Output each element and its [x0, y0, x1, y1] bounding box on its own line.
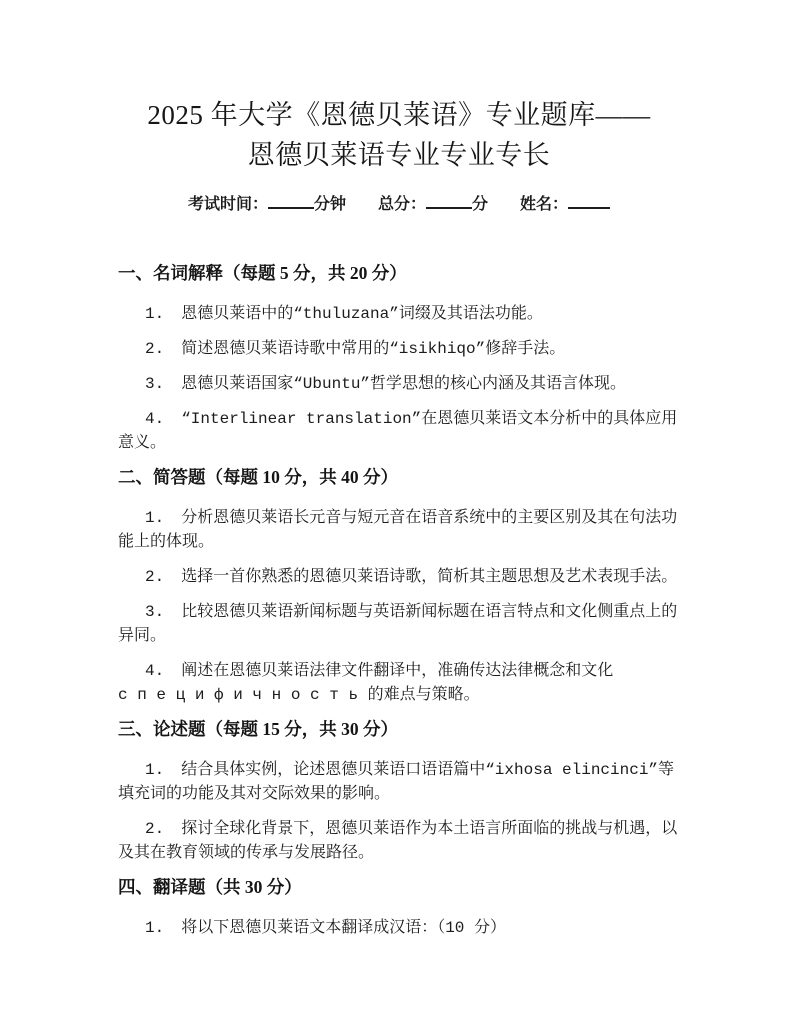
document-title: [118, 95, 680, 175]
question-text: 将以下恩德贝莱语文本翻译成汉语：（10 分）: [181, 919, 507, 938]
question-number: 1.: [145, 919, 165, 938]
exam-time-blank: [268, 192, 314, 209]
question-number: 4.: [145, 410, 165, 429]
section-heading: 四、翻译题（共 30 分）: [118, 877, 302, 898]
exam-info-row: [118, 192, 680, 215]
question-text: 选择一首你熟悉的恩德贝莱语诗歌，简析其主题思想及艺术表现手法。: [181, 568, 678, 587]
exam-score-group: [378, 192, 488, 215]
exam-name-label: 姓名：: [520, 196, 569, 214]
question-item: [118, 565, 680, 589]
question-number: 3.: [145, 375, 165, 394]
question-number: 2.: [145, 340, 165, 359]
question-item: [118, 916, 680, 940]
question-number: 1.: [145, 509, 165, 528]
question-text: 分析恩德贝莱语长元音与短元音在语音系统中的主要区别及其在句法功能上的体现。: [118, 509, 678, 552]
question-item: [118, 407, 680, 455]
section-3: [118, 718, 680, 865]
exam-name-blank: [568, 192, 610, 209]
question-number: 2.: [145, 820, 165, 839]
question-text: 阐述在恩德贝莱语法律文件翻译中，准确传达法律概念和文化 с п е ц и ф и ч н о с т ь 的难点与策略。: [118, 662, 614, 705]
exam-score-label: 总分：: [377, 196, 426, 214]
question-text: 恩德贝莱语中的“thuluzana”词缀及其语法功能。: [181, 305, 543, 324]
question-number: 4.: [145, 662, 165, 681]
question-item: [118, 506, 680, 554]
document-title-line-1: 2025 年大学《恩德贝莱语》专业题库——: [147, 100, 651, 130]
question-number: 2.: [145, 568, 165, 587]
question-item: [118, 302, 680, 326]
question-text: “Interlinear translation”在恩德贝莱语文本分析中的具体应用意义。: [118, 410, 678, 453]
question-item: [118, 372, 680, 396]
question-text: 结合具体实例，论述恩德贝莱语口语语篇中“ixhosa elincinci”等填充词的功能及其对交际效果的影响。: [118, 761, 675, 804]
question-item: [118, 758, 680, 806]
section-heading: 二、简答题（每题 10 分，共 40 分）: [118, 467, 398, 488]
exam-time-unit: 分钟: [313, 196, 346, 214]
section-4: [118, 876, 680, 940]
question-text: 探讨全球化背景下，恩德贝莱语作为本土语言所面临的挑战与机遇，以及其在教育领域的传承与发展路径。: [118, 820, 678, 863]
document-title-line-2: 恩德贝莱语专业专业专长: [247, 140, 551, 170]
question-text: 恩德贝莱语国家“Ubuntu”哲学思想的核心内涵及其语言体现。: [181, 375, 627, 394]
exam-time-group: [188, 192, 346, 215]
question-item: [118, 600, 680, 648]
question-item: [118, 337, 680, 361]
question-item: [118, 659, 680, 707]
section-1: [118, 262, 680, 455]
exam-score-blank: [426, 192, 472, 209]
question-item: [118, 817, 680, 865]
question-text: 比较恩德贝莱语新闻标题与英语新闻标题在语言特点和文化侧重点上的异同。: [118, 603, 678, 646]
question-number: 1.: [145, 761, 165, 780]
exam-time-label: 考试时间：: [187, 196, 268, 214]
section-heading: 三、论述题（每题 15 分，共 30 分）: [118, 719, 398, 740]
section-heading: 一、名词解释（每题 5 分，共 20 分）: [118, 263, 407, 284]
section-2: [118, 466, 680, 707]
exam-name-group: [520, 192, 610, 215]
exam-score-unit: 分: [472, 196, 489, 214]
question-number: 1.: [145, 305, 165, 324]
question-number: 3.: [145, 603, 165, 622]
question-text: 简述恩德贝莱语诗歌中常用的“isikhiqo”修辞手法。: [181, 340, 566, 359]
